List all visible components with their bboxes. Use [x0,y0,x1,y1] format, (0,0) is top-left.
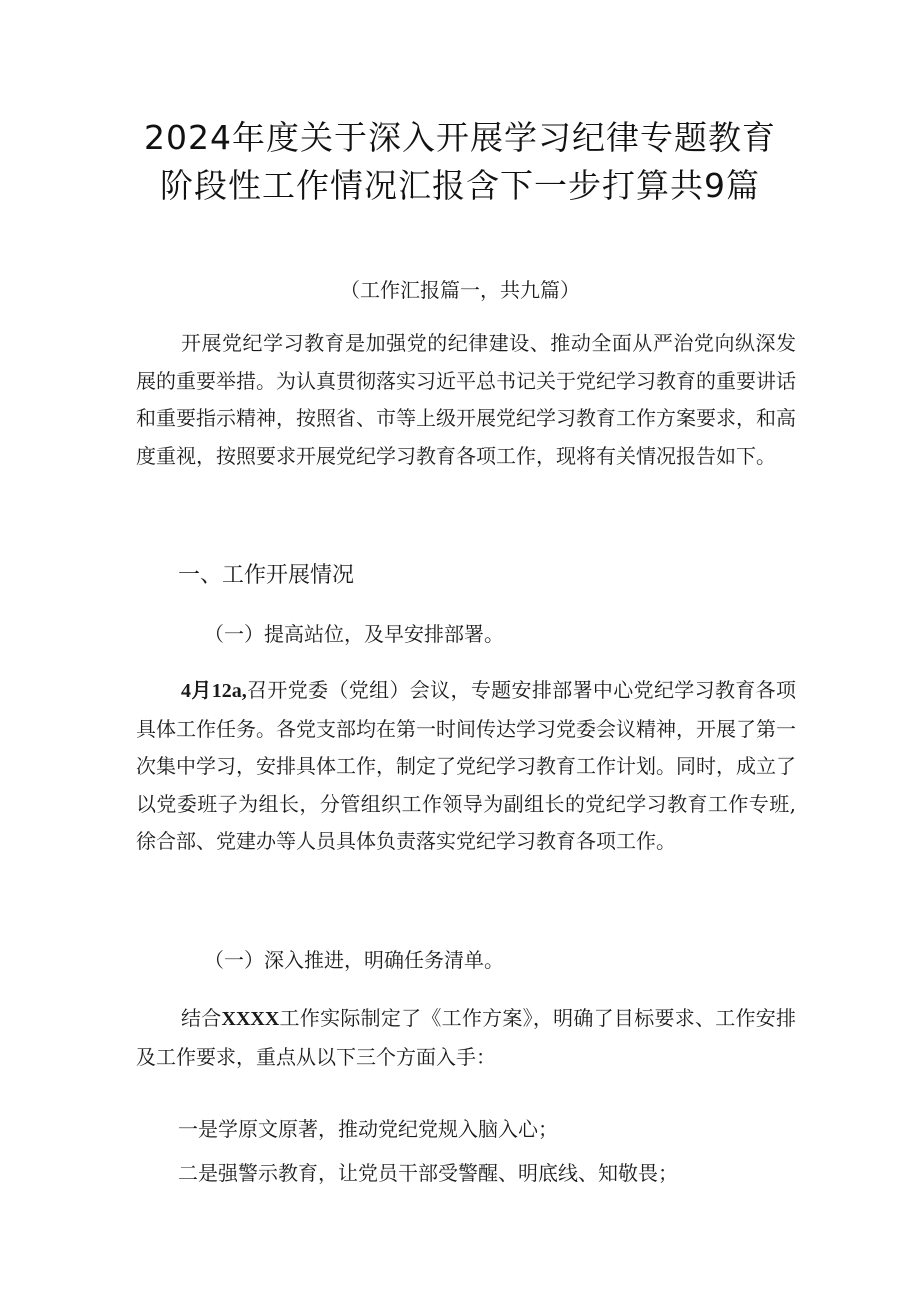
subsection-paragraph-1 [136,672,796,861]
subsection-paragraph-2 [136,1000,796,1076]
intro-paragraph [136,325,796,475]
list-item-2: 二是强警示教育，让党员干部受警醒、明底线、知敬畏； [178,1161,678,1185]
section-heading: 一、工作开展情况 [178,563,355,588]
subsection-2-body: 工作实际制定了《工作方案》，明确了目标要求、工作安排及工作要求，重点从以下三个方面入手： [136,1006,796,1069]
list-item-1: 一是学原文原著，推动党纪党规入脑入心； [178,1117,558,1141]
subsection-title-2: （一）深入推进，明确任务清单。 [204,948,504,972]
document-title-line1: 2024年度关于深入开展学习纪律专题教育 [144,118,776,157]
intro-text: 开展党纪学习教育是加强党的纪律建设、推动全面从严治党向纵深发展的重要举措。为认真贯彻落实习近平总书记关于党纪学习教育的重要讲话和重要指示精神，按照省、市等上级开展党纪学习教育工作方案要求，和高度重视，按照要求开展党纪学习教育各项工作，现将有关情况报告如下。 [136,331,796,468]
document-subtitle: （工作汇报篇一，共九篇） [340,278,580,302]
org-placeholder: XXXX [221,1008,280,1030]
subsection-1-text [136,672,796,861]
subsection-2-prefix: 结合 [181,1006,222,1030]
subsection-2-text [136,1000,796,1076]
document-title-line2: 阶段性工作情况汇报含下一步打算共9篇 [160,166,760,205]
subsection-title-1: （一）提高站位，及早安排部署。 [204,622,504,646]
meeting-date: 4月12a, [181,680,247,702]
subsection-1-body: 召开党委（党组）会议，专题安排部署中心党纪学习教育各项具体工作任务。各党支部均在第一时间传达学习党委会议精神，开展了第一次集中学习，安排具体工作，制定了党纪学习教育工作计划。同时，成立了以党委班子为组长，分管组织工作领导为副组长的党纪学习教育工作专班,徐合部、党建办等人员具体负责落实党纪学习教育各项工作。 [136,678,797,853]
